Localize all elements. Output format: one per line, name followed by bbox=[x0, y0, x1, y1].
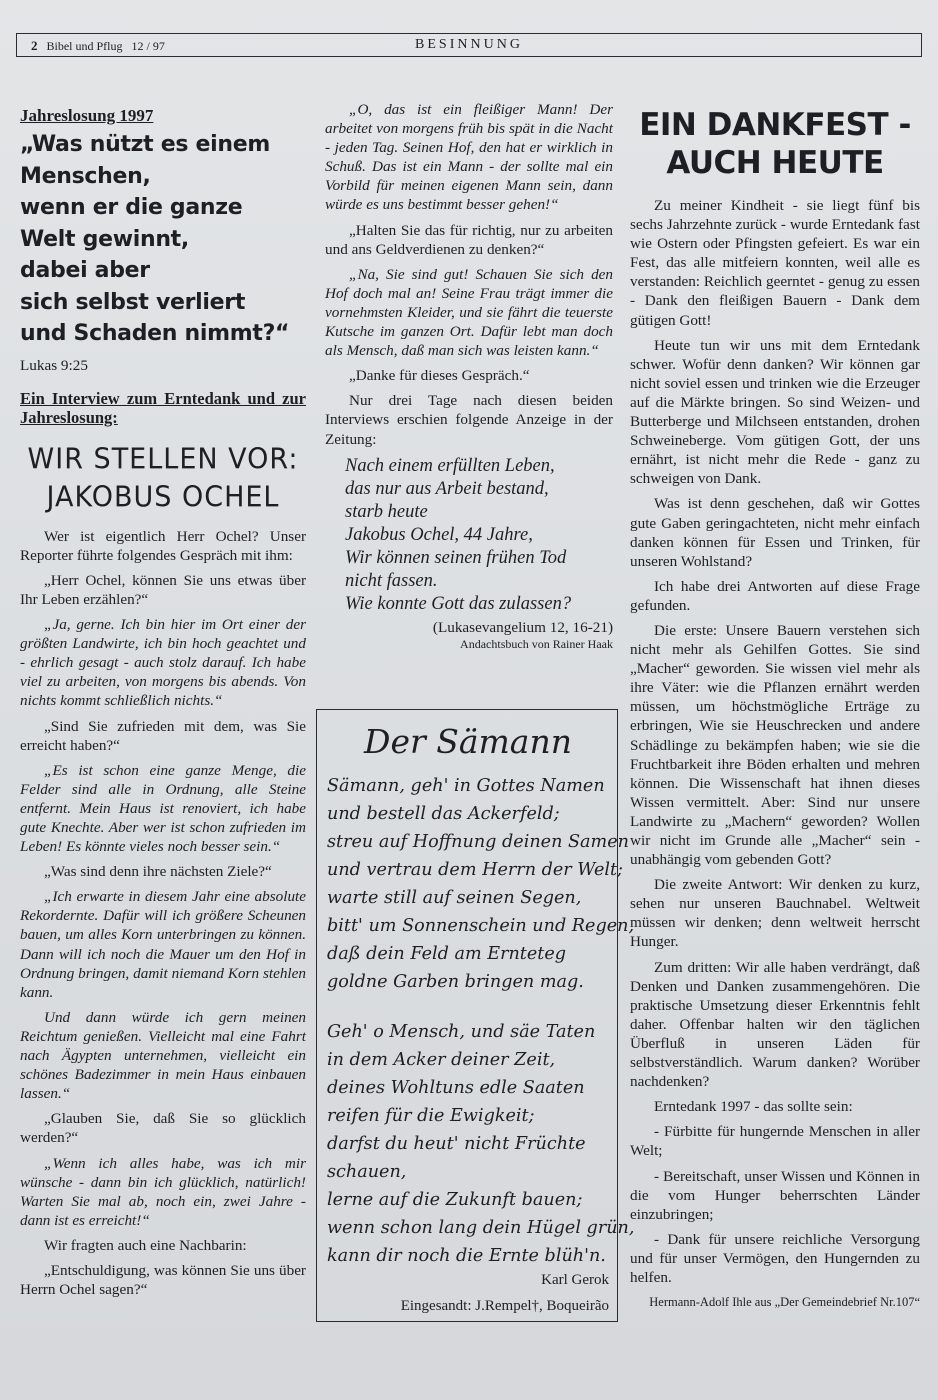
motto-heading: Jahreslosung 1997 bbox=[20, 106, 154, 125]
page-header bbox=[16, 33, 922, 57]
paragraph: „Sind Sie zufrieden mit dem, was Sie erreicht haben?“ bbox=[20, 717, 306, 754]
poem-line: warte still auf seinen Segen, bbox=[327, 888, 582, 908]
notice-line: starb heute bbox=[345, 501, 428, 522]
paragraph: „Danke für dieses Gespräch.“ bbox=[349, 367, 530, 385]
paragraph: Nur drei Tage nach diesen beiden Interviews erschien folgende Anzeige in der Zeitung: bbox=[325, 392, 613, 448]
poem-submitted-by: Eingesandt: J.Rempel†, Boqueirão bbox=[400, 1298, 609, 1314]
paragraph: „Ja, gerne. Ich bin hier im Ort einer der größten Landwirte, ich bin hoch geachtet und - ehrlich gesagt - auch stolz darauf. Ich habe viel zu arbeiten, von morgens bis abends. Von nichts kommt schließlich nichts.“ bbox=[20, 616, 306, 710]
issue-number: 12 / 97 bbox=[131, 39, 165, 53]
notice-line: das nur aus Arbeit bestand, bbox=[345, 478, 549, 499]
paragraph: Was ist denn geschehen, daß wir Gottes gute Gaben geringachteten, nicht mehr einfach danken können für Essen und Trinken, für unseren Wohlstand? bbox=[630, 495, 920, 570]
poem-line: reifen für die Ewigkeit; bbox=[327, 1106, 535, 1126]
motto-source: Lukas 9:25 bbox=[20, 356, 88, 374]
poem-stanza-2 bbox=[327, 1018, 635, 1270]
paragraph: „O, das ist ein fleißiger Mann! Der arbeitet von morgens früh bis spät in die Nacht - jeden Tag. Seinen Hof, den hat er wirklich in Schuß. Das ist ein Mann - der sollte mal ein Vorbild für meinen eigenen Mann sein, dann würde es uns bestimmt besser gehen!“ bbox=[325, 101, 613, 214]
paragraph: „Na, Sie sind gut! Schauen Sie sich den Hof doch mal an! Seine Frau trägt immer die vornehmsten Kleider, und sie fährt die teuerste Kutsche im ganzen Ort. Dafür lebt man doch als Mensch, daß man sich was leisten kann.“ bbox=[325, 265, 613, 360]
feature-title-line-1: WIR STELLEN VOR: bbox=[27, 442, 299, 476]
paragraph: Heute tun wir uns mit dem Erntedank schwer. Wofür denn danken? Wir können gar nicht soviel essen und trinken wie die Erzeuger auf die Märkte bringen. So sind Weizen- und Butterberge und Milchseen entstanden, drohen Schweineberge. Vom gütigen Gott, der uns ernährt, ist nicht mehr die Rede - ganz zu schweigen von Dank. bbox=[630, 336, 920, 488]
feature-title-line-2: JAKOBUS OCHEL bbox=[46, 480, 280, 514]
poem-box bbox=[316, 709, 635, 1322]
paragraph: „Entschuldigung, was können Sie uns über Herrn Ochel sagen?“ bbox=[20, 1261, 306, 1299]
column-middle bbox=[325, 100, 613, 652]
article-title-line-1: EIN DANKFEST - bbox=[639, 107, 911, 143]
motto-line: dabei aber bbox=[20, 258, 150, 284]
poem-line: und vertrau dem Herrn der Welt; bbox=[327, 860, 623, 880]
motto-line: und Schaden nimmt?“ bbox=[20, 321, 290, 347]
page-number: 2 bbox=[31, 38, 38, 53]
notice-line: Nach einem erfüllten Leben, bbox=[345, 455, 555, 476]
article-credit: Hermann-Adolf Ihle aus „Der Gemeindebrief Nr.107“ bbox=[649, 1295, 920, 1310]
article-body bbox=[630, 196, 920, 1287]
paragraph: „Es ist schon eine ganze Menge, die Felder sind alle in Ordnung, alle Steine entfernt. Mein Haus ist renoviert, ich habe gute Knechte. Aber wer ist schon zufrieden im Leben! Es könnte vieles noch besser sein.“ bbox=[20, 761, 306, 856]
notice-line: Wir können seinen frühen Tod bbox=[345, 547, 567, 568]
interview-heading: Ein Interview zum Erntedank und zur Jahreslosung: bbox=[20, 388, 306, 427]
poem-line: in dem Acker deiner Zeit, bbox=[327, 1050, 556, 1070]
publication-name: Bibel und Pflug bbox=[46, 39, 123, 53]
paragraph: Und dann würde ich gern meinen Reichtum genießen. Vielleicht mal eine Fahrt nach Ägypten unternehmen, vielleicht ein schönes Badezimmer in mein Haus einbauen lassen.“ bbox=[20, 1008, 306, 1103]
section-title: BESINNUNG bbox=[415, 37, 523, 52]
paragraph: Zum dritten: Wir alle haben verdrängt, daß Denken und Danken zusammengehören. Die praktische Umsetzung dieser Erkenntnis fehlt daher. Offenbar halten wir den täglichen Überfluß in unseren Läden für selbstverständlich. Warum danken? Worüber nachdenken? bbox=[630, 958, 920, 1091]
poem-line: wenn schon lang dein Hügel grün, bbox=[327, 1218, 635, 1238]
paragraph: - Bereitschaft, unser Wissen und Können in die vom Hunger beherrschten Länder einzubringen; bbox=[630, 1167, 920, 1223]
column-left bbox=[20, 100, 306, 1305]
paragraph: Die erste: Unsere Bauern verstehen sich nicht mehr als Gehilfen Gottes. Sie sind „Macher“ geworden. Sie wissen viel mehr als ihre Väter: wie die Pflanzen ernährt werden müssen, um höchstmögliche Erträge zu erbringen, Wie sie Heuschrecken und andere Schädlinge zu bekämpfen haben; wie sie die Fruchtbarkeit ihre Böden erhalten und mehren können. Die Wissenschaft hat ihnen dieses Wissen vermittelt. Aber: Sind nur unsere Landwirte zu „Machern“ geworden? Wollen wir nicht im Grunde alle „Macher“ sein - unabhängig vom gebenden Gott? bbox=[630, 621, 920, 869]
notice-line: Wie konnte Gott das zulassen? bbox=[345, 593, 572, 614]
paragraph: Erntedank 1997 - das sollte sein: bbox=[654, 1098, 853, 1116]
paragraph: „Wenn ich alles habe, was ich mir wünsche - dann bin ich glücklich, natürlich! Warten Sie mal ab, noch ein, zwei Jahre - dann ist es erreicht!“ bbox=[20, 1154, 306, 1229]
poem-line: deines Wohltuns edle Saaten bbox=[327, 1078, 585, 1098]
poem-line: Geh' o Mensch, und säe Taten bbox=[327, 1022, 596, 1042]
poem-line: lerne auf die Zukunft bauen; bbox=[327, 1190, 583, 1210]
motto-line: Menschen, bbox=[20, 163, 151, 189]
poem-line: darfst du heut' nicht Früchte bbox=[327, 1134, 586, 1154]
paragraph: „Glauben Sie, daß Sie so glücklich werden?“ bbox=[20, 1110, 306, 1147]
poem-line: und bestell das Ackerfeld; bbox=[327, 804, 560, 824]
notice-reference: (Lukasevangelium 12, 16-21) bbox=[432, 618, 613, 636]
poem-line: schauen, bbox=[327, 1162, 407, 1182]
paragraph: - Dank für unsere reichliche Versorgung und für unser Vermögen, den Hungernden zu helfen. bbox=[630, 1230, 920, 1286]
paragraph: Wer ist eigentlich Herr Ochel? Unser Reporter führte folgendes Gespräch mit ihm: bbox=[20, 527, 306, 564]
notice-credit: Andachtsbuch von Rainer Haak bbox=[460, 636, 613, 651]
poem-author: Karl Gerok bbox=[541, 1272, 609, 1288]
feature-title bbox=[20, 441, 306, 517]
poem-line: Sämann, geh' in Gottes Namen bbox=[327, 776, 605, 796]
motto-line: „Was nützt es einem bbox=[20, 132, 270, 158]
poem-line: daß dein Feld am Ernteteg bbox=[327, 944, 567, 964]
paragraph: „Was sind denn ihre nächsten Ziele?“ bbox=[44, 863, 272, 881]
paragraph: Wir fragten auch eine Nachbarin: bbox=[44, 1236, 247, 1254]
motto-line: wenn er die ganze bbox=[20, 195, 243, 221]
paragraph: - Fürbitte für hungernde Menschen in aller Welt; bbox=[630, 1123, 920, 1160]
paragraph: „Herr Ochel, können Sie uns etwas über Ihr Leben erzählen?“ bbox=[20, 571, 306, 608]
paragraph: Ich habe drei Antworten auf diese Frage gefunden. bbox=[630, 577, 920, 614]
paragraph: Die zweite Antwort: Wir denken zu kurz, sehen nur unseren Bauchnabel. Weltweit müssen wir denken; denn weltweit herrscht Hunger. bbox=[630, 876, 920, 951]
poem-line: goldne Garben bringen mag. bbox=[327, 972, 584, 992]
poem-line: streu auf Hoffnung deinen Samen bbox=[327, 832, 629, 852]
poem-line: bitt' um Sonnenschein und Regen, bbox=[327, 916, 635, 936]
poem-stanza-1 bbox=[327, 772, 635, 996]
article-title-line-2: AUCH HEUTE bbox=[666, 145, 884, 181]
interview-continued bbox=[325, 100, 613, 449]
notice-line: Jakobus Ochel, 44 Jahre, bbox=[345, 524, 533, 545]
interview-body bbox=[20, 527, 306, 1299]
paragraph: „Halten Sie das für richtig, nur zu arbeiten und ans Geldverdienen zu denken?“ bbox=[325, 221, 613, 258]
paragraph: Zu meiner Kindheit - sie liegt fünf bis sechs Jahrzehnte zurück - wurde Erntedank fast wie Ostern oder Pfingsten gefeiert. Es war ein Fest, das alle mitfeiern konnten, weil alle es verstanden: Reichlich geerntet - genug zu essen - Dank den fleißigen Bauern - Dank dem gütigen Gott! bbox=[630, 197, 920, 329]
motto-quote bbox=[20, 129, 306, 350]
paragraph: „Ich erwarte in diesem Jahr eine absolute Rekordernte. Dafür will ich größere Scheunen bauen, um alles Korn unterbringen zu können. Dann will ich noch die Mauer um den Hof in Ordnung bringen, damit niemand Korn stehlen kann. bbox=[20, 888, 306, 1001]
death-notice bbox=[345, 455, 613, 616]
column-right bbox=[630, 106, 920, 1312]
poem-line: kann dir noch die Ernte blüh'n. bbox=[327, 1246, 606, 1266]
motto-line: sich selbst verliert bbox=[20, 289, 246, 315]
motto-line: Welt gewinnt, bbox=[20, 226, 189, 252]
poem-title: Der Sämann bbox=[363, 722, 572, 761]
article-title bbox=[630, 106, 920, 182]
notice-line: nicht fassen. bbox=[345, 570, 438, 591]
